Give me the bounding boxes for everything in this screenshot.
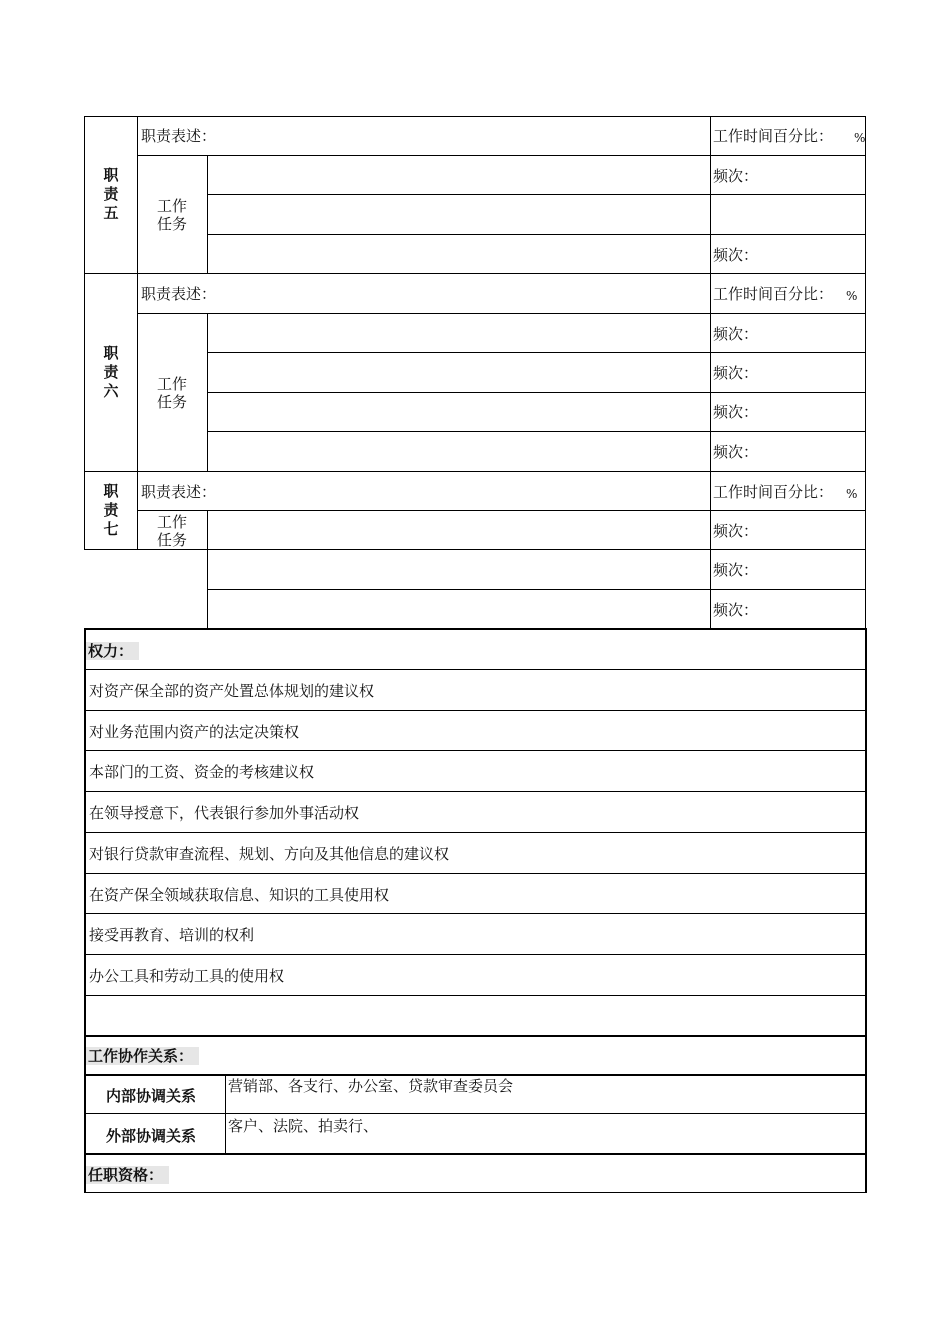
cooperation-title: 工作协作关系： (86, 1047, 199, 1065)
authority-item-4: 在领导授意下，代表银行参加外事活动权 (89, 804, 360, 822)
internal-coordination-value: 营销部、各支行、办公室、贷款审查委员会 (228, 1077, 514, 1095)
duty-7-pct-label: 工作时间百分比： (713, 483, 834, 501)
authority-item-1: 对资产保全部的资产处置总体规划的建议权 (89, 682, 375, 700)
authority-item-7: 接受再教育、培训的权利 (89, 926, 255, 944)
authority-item-2: 对业务范围内资产的法定决策权 (89, 723, 300, 741)
duty-6-label: 职责六 (103, 344, 119, 400)
duty-7-freq-1: 频次： (713, 522, 759, 540)
authority-item-8: 办公工具和劳动工具的使用权 (89, 967, 285, 985)
duty-6-pct-unit: % (846, 289, 858, 303)
duty-5-label: 职责五 (103, 166, 119, 222)
external-coordination-value: 客户、法院、拍卖行、 (228, 1117, 379, 1135)
duty-7-freq-3: 频次： (713, 601, 759, 619)
internal-coordination-label: 内部协调关系 (106, 1087, 197, 1105)
duty-6-freq-3: 频次： (713, 403, 759, 421)
duty-6-freq-1: 频次： (713, 325, 759, 343)
duty-7-task-label: 工作任务 (156, 513, 187, 549)
duty-5-task-label: 工作任务 (156, 197, 187, 233)
duty-6-pct-label: 工作时间百分比： (713, 285, 834, 303)
external-coordination-label: 外部协调关系 (106, 1127, 197, 1145)
qualification-title-wrap (86, 1166, 169, 1184)
authority-title-wrap (86, 642, 139, 660)
qualification-title: 任职资格： (86, 1166, 169, 1184)
authority-item-5: 对银行贷款审查流程、规划、方向及其他信息的建议权 (89, 845, 450, 863)
duty-5-pct-label: 工作时间百分比： (713, 127, 834, 145)
duty-5-pct-unit: % (854, 131, 866, 145)
duty-7-desc-label: 职责表述： (141, 483, 217, 501)
duty-7-freq-2: 频次： (713, 561, 759, 579)
cooperation-title-wrap (86, 1047, 199, 1065)
duty-6-desc-label: 职责表述： (141, 285, 217, 303)
authority-item-3: 本部门的工资、资金的考核建议权 (89, 763, 315, 781)
duty-6-freq-2: 频次： (713, 364, 759, 382)
authority-item-6: 在资产保全领域获取信息、知识的工具使用权 (89, 886, 390, 904)
duty-6-task-label: 工作任务 (156, 375, 187, 411)
duty-5-desc-label: 职责表述： (141, 127, 217, 145)
authority-title: 权力： (86, 642, 139, 660)
duty-7-label: 职责七 (103, 482, 119, 538)
duty-5-freq-1: 频次： (713, 167, 759, 185)
duty-7-pct-unit: % (846, 487, 858, 501)
duty-5-freq-3: 频次： (713, 246, 759, 264)
duty-6-freq-4: 频次： (713, 443, 759, 461)
